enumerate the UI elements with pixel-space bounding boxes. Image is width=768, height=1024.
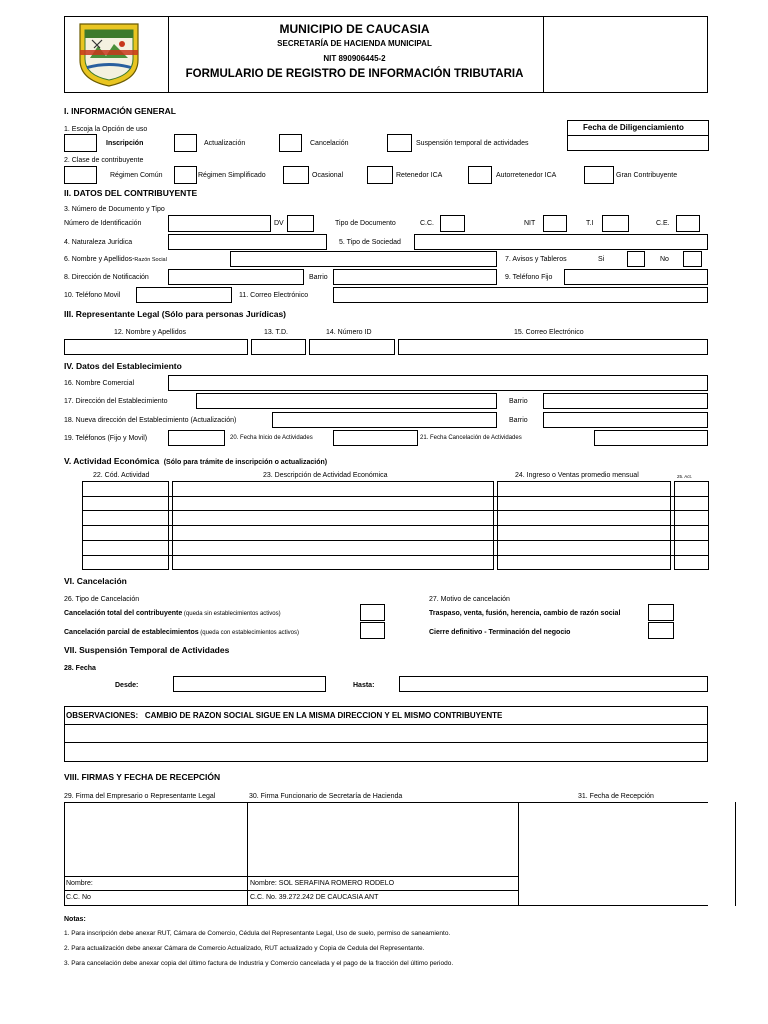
section-7-title: VII. Suspensión Temporal de Actividades xyxy=(64,645,230,655)
firma-funcionario-header: 30. Firma Funcionario de Secretaría de Hacienda xyxy=(249,793,403,800)
fecha-diligenciamiento-field[interactable] xyxy=(568,136,708,150)
document-type-label: Tipo de Documento xyxy=(335,220,396,227)
option-autorretenedor-ica: Autorretenedor ICA xyxy=(496,172,557,179)
desde-label: Desde: xyxy=(115,682,139,689)
fecha-diligenciamiento-label: Fecha de Diligenciamiento xyxy=(583,123,684,132)
firma-funcionario-area[interactable] xyxy=(248,803,517,875)
nueva-direccion-input[interactable] xyxy=(272,412,497,428)
municipality-title: MUNICIPIO DE CAUCASIA xyxy=(279,22,430,36)
checkbox-traspaso[interactable] xyxy=(648,604,674,621)
fecha-cancel-label: 21. Fecha Cancelación de Actividades xyxy=(420,435,522,441)
checkbox-cancelacion-total[interactable] xyxy=(360,604,385,621)
id-number-input[interactable] xyxy=(168,215,271,232)
telefono-movil-label: 10. Teléfono Movil xyxy=(64,292,121,299)
traspaso-label: Traspaso, venta, fusión, herencia, cambio de razón social xyxy=(429,610,621,617)
checkbox-gran-contribuyente[interactable] xyxy=(584,166,614,184)
cierre-label: Cierre definitivo - Terminación del negocio xyxy=(429,629,571,636)
rep-id-header: 14. Número ID xyxy=(326,329,372,336)
fecha-recepcion-header: 31. Fecha de Recepción xyxy=(578,793,654,800)
tipo-cancelacion-label: 26. Tipo de Cancelación xyxy=(64,596,140,603)
option-actualizacion: Actualización xyxy=(204,140,246,147)
nombre-input[interactable] xyxy=(230,251,497,267)
telefono-fijo-input[interactable] xyxy=(564,269,708,285)
section-4-title: IV. Datos del Establecimiento xyxy=(64,361,182,371)
fecha-inicio-label: 20. Fecha Inicio de Actividades xyxy=(230,435,313,441)
barrio-label: Barrio xyxy=(309,274,328,281)
rep-nombre-input[interactable] xyxy=(64,339,248,355)
secretaria-subtitle: SECRETARÍA DE HACIENDA MUNICIPAL xyxy=(277,39,432,48)
id-number-label: Número de Identificación xyxy=(64,220,142,227)
observaciones-text: OBSERVACIONES: CAMBIO DE RAZON SOCIAL SIGUE EN LA MISMA DIRECCION Y EL MISMO CONTRIBUYENTE xyxy=(66,711,503,720)
telefono-movil-input[interactable] xyxy=(136,287,232,303)
rep-td-input[interactable] xyxy=(251,339,306,355)
funcionario-nombre: Nombre: SOL SERAFINA ROMERO RODELO xyxy=(250,880,395,887)
option-inscripcion: Inscripción xyxy=(106,140,144,147)
form-title: FORMULARIO DE REGISTRO DE INFORMACIÓN TRIBUTARIA xyxy=(185,68,524,80)
barrio-est-label: Barrio xyxy=(509,398,528,405)
cancelacion-total-label: Cancelación total del contribuyente (queda sin establecimientos activos) xyxy=(64,610,281,617)
activity-desc-header: 23. Descripción de Actividad Económica xyxy=(263,472,388,479)
avisos-si-label: Si xyxy=(598,256,605,263)
cc-label: C.C. xyxy=(420,220,434,227)
naturaleza-input[interactable] xyxy=(168,234,327,250)
rep-correo-input[interactable] xyxy=(398,339,708,355)
option-ocasional: Ocasional xyxy=(312,172,344,179)
ti-label: T.I xyxy=(586,220,594,227)
section-5-title: V. Actividad Económica (Sólo para trámite de inscripción o actualización) xyxy=(64,456,328,466)
nota-1: 1. Para inscripción debe anexar RUT, Cámara de Comercio, Cédula del Representante Legal, Uso de suelo, permiso de saneamiento. xyxy=(64,930,451,937)
firma-empresario-area[interactable] xyxy=(65,803,246,875)
checkbox-cierre[interactable] xyxy=(648,622,674,639)
nueva-direccion-label: 18. Nueva dirección del Establecimiento (Actualización) xyxy=(64,417,237,424)
rep-correo-header: 15. Correo Electrónico xyxy=(514,329,584,336)
empresario-cc-label: C.C. No xyxy=(66,894,91,901)
use-option-label: 1. Escoja la Opción de uso xyxy=(64,126,148,133)
empresario-nombre-label: Nombre: xyxy=(66,880,93,887)
checkbox-cc[interactable] xyxy=(440,215,465,232)
nota-3: 3. Para cancelación debe anexar copia del último factura de Industria y Comercio cancelada y el pago de la fracción del último periodo. xyxy=(64,960,454,967)
avisos-no-label: No xyxy=(660,256,669,263)
nombre-label: 6. Nombre y Apellidos-Razón Social xyxy=(64,256,167,263)
checkbox-nit[interactable] xyxy=(543,215,567,232)
rep-nombre-header: 12. Nombre y Apellidos xyxy=(114,329,186,336)
telefonos-label: 19. Teléfonos (Fijo y Movil) xyxy=(64,435,148,442)
section-8-title: VIII. FIRMAS Y FECHA DE RECEPCIÓN xyxy=(64,772,221,782)
checkbox-cancelacion-parcial[interactable] xyxy=(360,622,385,639)
nota-2: 2. Para actualización debe anexar Cámara de Comercio Actualizado, RUT actualizado y Copia de Cedula del Representante. xyxy=(64,945,425,952)
tipo-sociedad-input[interactable] xyxy=(414,234,708,250)
notas-title: Notas: xyxy=(64,916,86,923)
option-regimen-comun: Régimen Común xyxy=(110,172,163,179)
nit-label: NIT 890906445-2 xyxy=(323,54,386,63)
document-number-label: 3. Número de Documento y Tipo xyxy=(64,206,165,213)
checkbox-retenedor-ica[interactable] xyxy=(367,166,393,184)
funcionario-cc: C.C. No. 39.272.242 DE CAUCASIA ANT xyxy=(250,894,379,901)
dv-label: DV xyxy=(274,220,284,227)
rep-id-input[interactable] xyxy=(309,339,395,355)
nombre-comercial-input[interactable] xyxy=(168,375,708,391)
barrio-nuevo-input[interactable] xyxy=(543,412,708,428)
option-retenedor-ica: Retenedor ICA xyxy=(396,172,443,179)
telefono-fijo-label: 9. Teléfono Fijo xyxy=(505,274,553,281)
checkbox-actualizacion[interactable] xyxy=(174,134,197,152)
ce-label: C.E. xyxy=(656,220,670,227)
checkbox-avisos-no[interactable] xyxy=(683,251,702,267)
direccion-est-input[interactable] xyxy=(196,393,497,409)
rep-td-header: 13. T.D. xyxy=(264,329,288,336)
municipal-shield-logo xyxy=(74,20,144,88)
barrio-est-input[interactable] xyxy=(543,393,708,409)
section-6-title: VI. Cancelación xyxy=(64,576,127,586)
tipo-sociedad-label: 5. Tipo de Sociedad xyxy=(339,239,401,246)
cancelacion-parcial-label: Cancelación parcial de establecimientos (queda con establecimientos activos) xyxy=(64,629,300,636)
checkbox-regimen-simplificado[interactable] xyxy=(174,166,197,184)
checkbox-ti[interactable] xyxy=(602,215,629,232)
motivo-cancelacion-label: 27. Motivo de cancelación xyxy=(429,596,510,603)
firma-empresario-header: 29. Firma del Empresario o Representante Legal xyxy=(64,793,216,800)
fecha-suspension-label: 28. Fecha xyxy=(64,665,96,672)
activity-code-header: 22. Cód. Actividad xyxy=(93,472,150,479)
checkbox-ce[interactable] xyxy=(676,215,700,232)
barrio-input[interactable] xyxy=(333,269,497,285)
hasta-label: Hasta: xyxy=(353,682,375,689)
checkbox-suspension[interactable] xyxy=(387,134,412,152)
dv-input[interactable] xyxy=(287,215,314,232)
activity-act-header: 25. Act. xyxy=(677,474,693,479)
fecha-inicio-input[interactable] xyxy=(333,430,418,446)
naturaleza-label: 4. Naturaleza Jurídica xyxy=(64,239,133,246)
nombre-comercial-label: 16. Nombre Comercial xyxy=(64,380,135,387)
activity-table xyxy=(82,481,709,570)
nit-type-label: NIT xyxy=(524,220,536,227)
checkbox-cancelacion[interactable] xyxy=(279,134,302,152)
correo-label: 11. Correo Electrónico xyxy=(239,292,309,299)
direccion-input[interactable] xyxy=(168,269,304,285)
activity-income-header: 24. Ingreso o Ventas promedio mensual xyxy=(515,472,639,479)
avisos-label: 7. Avisos y Tableros xyxy=(505,256,567,263)
option-suspension: Suspensión temporal de actividades xyxy=(416,140,529,147)
option-cancelacion: Cancelación xyxy=(310,140,349,147)
checkbox-ocasional[interactable] xyxy=(283,166,309,184)
telefonos-input[interactable] xyxy=(168,430,225,446)
fecha-cancel-input[interactable] xyxy=(594,430,708,446)
checkbox-avisos-si[interactable] xyxy=(627,251,645,267)
hasta-input[interactable] xyxy=(399,676,708,692)
fecha-recepcion-area[interactable] xyxy=(519,803,734,905)
direccion-est-label: 17. Dirección del Establecimiento xyxy=(64,398,168,405)
checkbox-regimen-comun[interactable] xyxy=(64,166,97,184)
section-2-title: II. DATOS DEL CONTRIBUYENTE xyxy=(64,188,198,198)
section-3-title: III. Representante Legal (Sólo para personas Jurídicas) xyxy=(64,309,287,319)
direccion-label: 8. Dirección de Notificación xyxy=(64,274,149,281)
checkbox-autorretenedor-ica[interactable] xyxy=(468,166,492,184)
barrio-nuevo-label: Barrio xyxy=(509,417,528,424)
checkbox-inscripcion[interactable] xyxy=(64,134,97,152)
section-1-title: I. INFORMACIÓN GENERAL xyxy=(64,106,176,116)
contributor-class-label: 2. Clase de contribuyente xyxy=(64,157,144,164)
correo-input[interactable] xyxy=(333,287,708,303)
desde-input[interactable] xyxy=(173,676,326,692)
option-regimen-simplificado: Régimen Simplificado xyxy=(198,172,266,179)
option-gran-contribuyente: Gran Contribuyente xyxy=(616,172,678,179)
